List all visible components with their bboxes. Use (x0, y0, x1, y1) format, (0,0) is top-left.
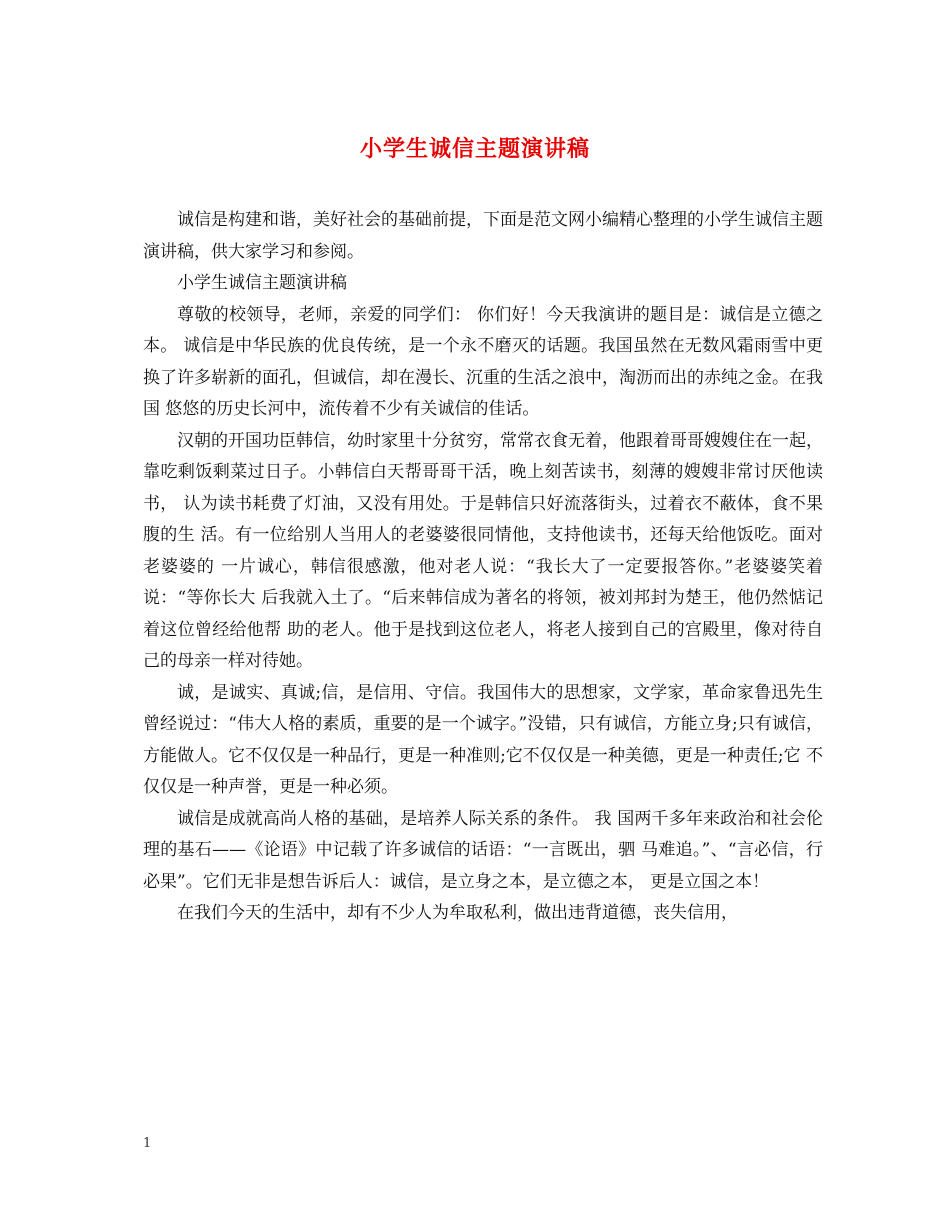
document-title: 小学生诚信主题演讲稿 (359, 136, 590, 162)
paragraph-foundation: 诚信是成就高尚人格的基础，是培养人际关系的条件。 我 国两千多年来政治和社会伦理的基石——《论语》中记载了许多诚信的话语：“一言既出，驷 马难追。”、“言必信，行必果”。它们无非是想告诉后人：诚信，是立身之本，是立德之本， 更是立国之本！ (143, 808, 823, 892)
document-body (143, 205, 823, 930)
paragraph-today: 在我们今天的生活中，却有不少人为牟取私利，做出违背道德，丧失信用， (177, 903, 738, 923)
paragraph-subtitle: 小学生诚信主题演讲稿 (177, 273, 347, 293)
paragraph-intro: 诚信是构建和谐，美好社会的基础前提，下面是范文网小编精心整理的小学生诚信主题演讲稿，供大家学习和参阅。 (143, 210, 823, 262)
paragraph-greeting: 尊敬的校领导，老师，亲爱的同学们： 你们好！今天我演讲的题目是：诚信是立德之本。 诚信是中华民族的优良传统，是一个永不磨灭的话题。我国虽然在无数风霜雨雪中更换了许多崭新的面孔，但诚信，却在漫长、沉重的生活之浪中，淘沥而出的赤纯之金。在我国 悠悠的历史长河中，流传着不少有关诚信的佳话。 (143, 304, 823, 419)
page-number: 1 (143, 1136, 152, 1151)
paragraph-definition: 诚，是诚实、真诚;信，是信用、守信。我国伟大的思想家，文学家，革命家鲁迅先生 曾经说过：“伟大人格的素质，重要的是一个诚字。”没错，只有诚信，方能立身;只有诚信， 方能做人。它不仅仅是一种品行，更是一种准则;它不仅仅是一种美德，更是一种责任;它 不仅仅是一种声誉，更是一种必须。 (143, 682, 823, 797)
paragraph-hanxin-story: 汉朝的开国功臣韩信，幼时家里十分贫穷，常常衣食无着，他跟着哥哥嫂嫂住在一起， 靠吃剩饭剩菜过日子。小韩信白天帮哥哥干活，晚上刻苦读书，刻薄的嫂嫂非常讨厌他读书， 认为读书耗费了灯油，又没有用处。于是韩信只好流落街头，过着衣不蔽体，食不果腹的生 活。有一位给别人当用人的老婆婆很同情他，支持他读书，还每天给他饭吃。面对老婆婆的 一片诚心，韩信很感激，他对老人说：“我长大了一定要报答你。”老婆婆笑着说：“等你长大 后我就入土了。“后来韩信成为著名的将领，被刘邦封为楚王，他仍然惦记着这位曾经给他帮 助的老人。他于是找到这位老人，将老人接到自己的宫殿里，像对待自己的母亲一样对待她。 (143, 430, 823, 671)
